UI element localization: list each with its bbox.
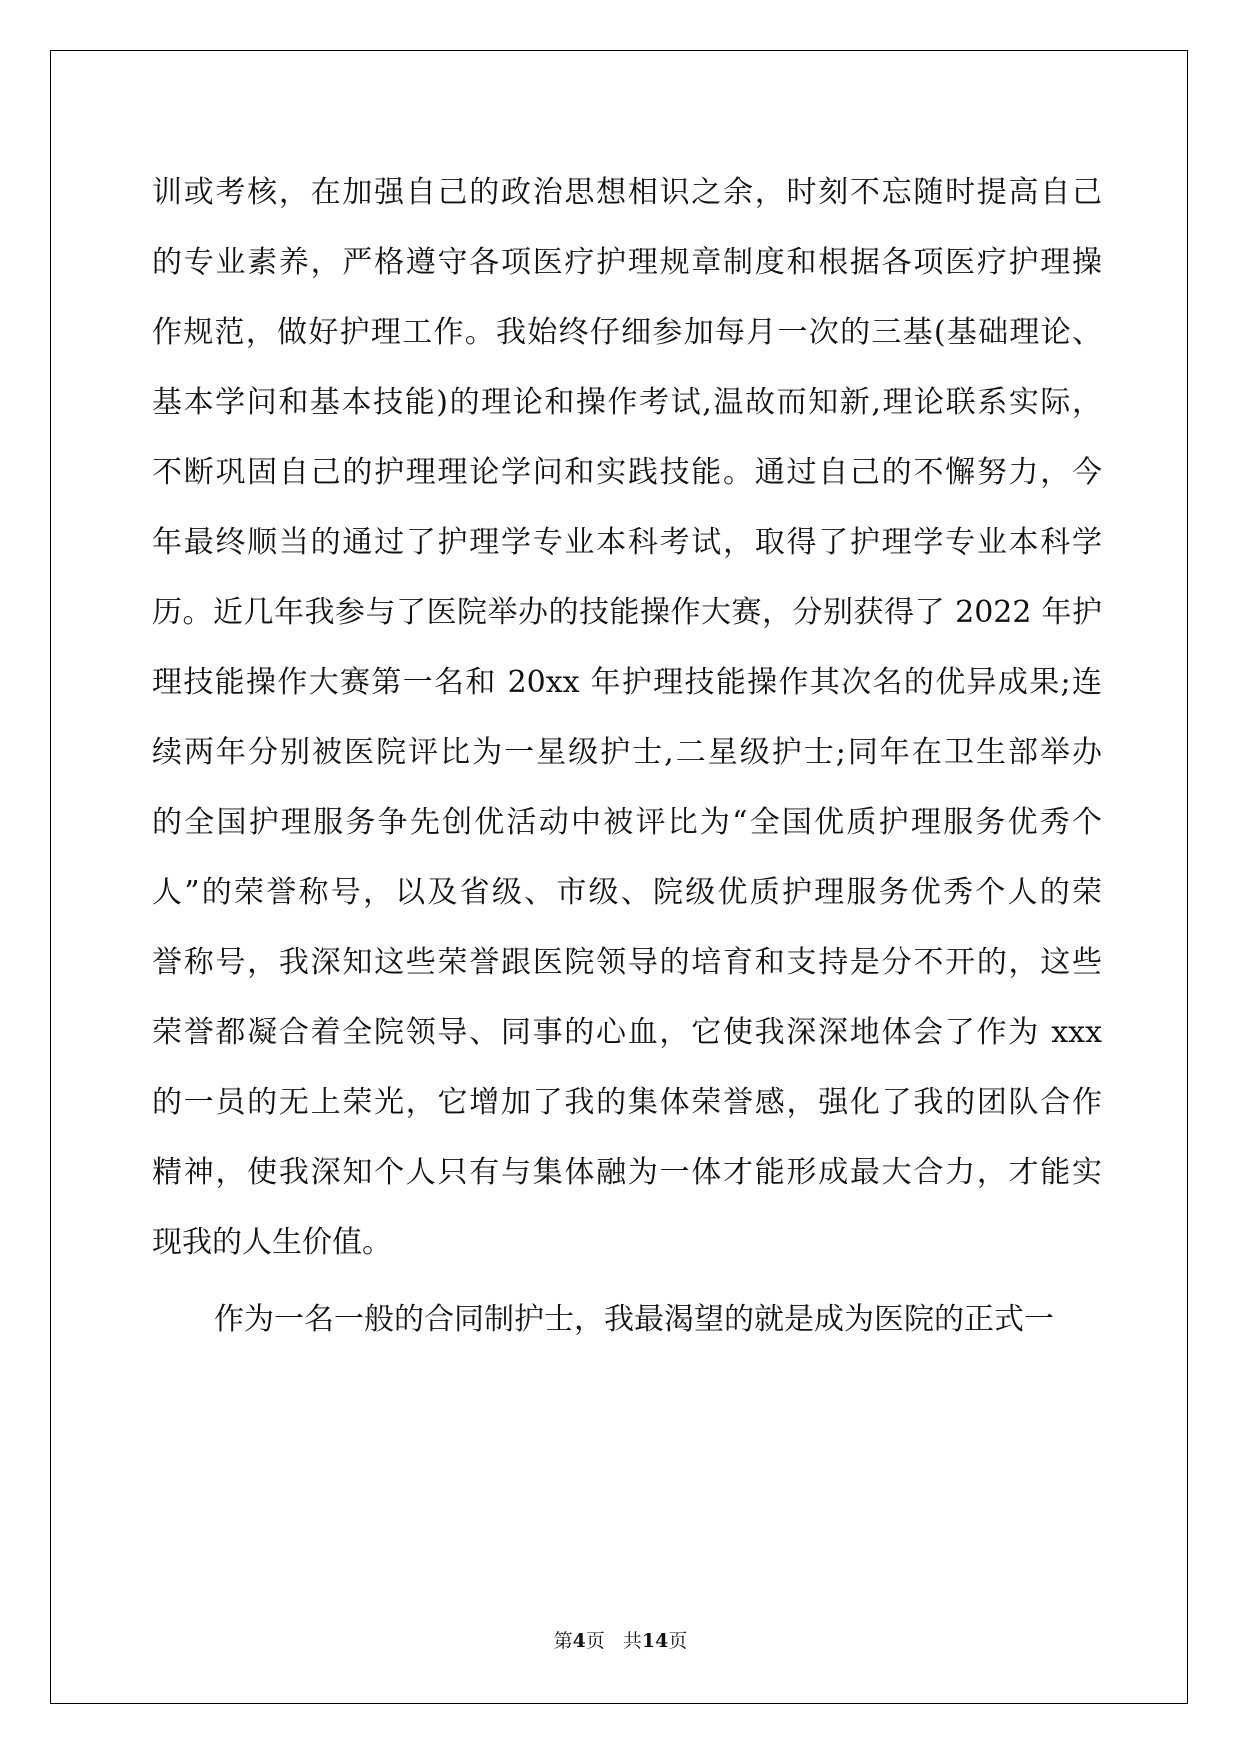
text-line: 作为一名一般的合同制护士，我最渴望的就是成为医院的正式一 (214, 1302, 1054, 1337)
text-line: 精神，使我深知个人只有与集体融为一体才能形成最大合力，才能实 (152, 1155, 1102, 1190)
total-unit: 页 (668, 1630, 688, 1652)
text-line: 荣誉都凝合着全院领导、同事的心血，它使我深深地体会了作为 xxx (152, 1015, 1102, 1050)
text-line: 理技能操作大赛第一名和 20xx 年护理技能操作其次名的优异成果;连 (152, 665, 1102, 700)
total-pages: 14 (641, 1630, 669, 1652)
page-prefix: 第 (553, 1630, 573, 1652)
text-line: 年最终顺当的通过了护理学专业本科考试，取得了护理学专业本科学 (152, 525, 1102, 560)
text-line: 的一员的无上荣光，它增加了我的集体荣誉感，强化了我的团队合作 (152, 1085, 1102, 1120)
document-body (152, 158, 1102, 1355)
page-unit: 页 (585, 1630, 605, 1652)
total-prefix: 共 (622, 1630, 642, 1652)
text-line: 的全国护理服务争先创优活动中被评比为“全国优质护理服务优秀个 (152, 805, 1102, 840)
page-footer (0, 1626, 1241, 1653)
text-line: 人”的荣誉称号，以及省级、市级、院级优质护理服务优秀个人的荣 (152, 875, 1102, 910)
text-line: 誉称号，我深知这些荣誉跟医院领导的培育和支持是分不开的，这些 (152, 945, 1102, 980)
text-line: 基本学问和基本技能)的理论和操作考试,温故而知新,理论联系实际， (152, 385, 1102, 420)
paragraph-gap (152, 1278, 1102, 1285)
text-line: 的专业素养，严格遵守各项医疗护理规章制度和根据各项医疗护理操 (152, 245, 1102, 280)
page-number: 4 (572, 1630, 586, 1652)
text-line: 现我的人生价值。 (152, 1225, 392, 1260)
text-line: 作规范，做好护理工作。我始终仔细参加每月一次的三基(基础理论、 (152, 315, 1102, 350)
text-line: 训或考核，在加强自己的政治思想相识之余，时刻不忘随时提高自己 (152, 175, 1102, 210)
text-line: 续两年分别被医院评比为一星级护士,二星级护士;同年在卫生部举办 (152, 735, 1102, 770)
text-line: 历。近几年我参与了医院举办的技能操作大赛，分别获得了 2022 年护 (152, 595, 1102, 630)
text-line: 不断巩固自己的护理理论学问和实践技能。通过自己的不懈努力，今 (152, 455, 1102, 490)
